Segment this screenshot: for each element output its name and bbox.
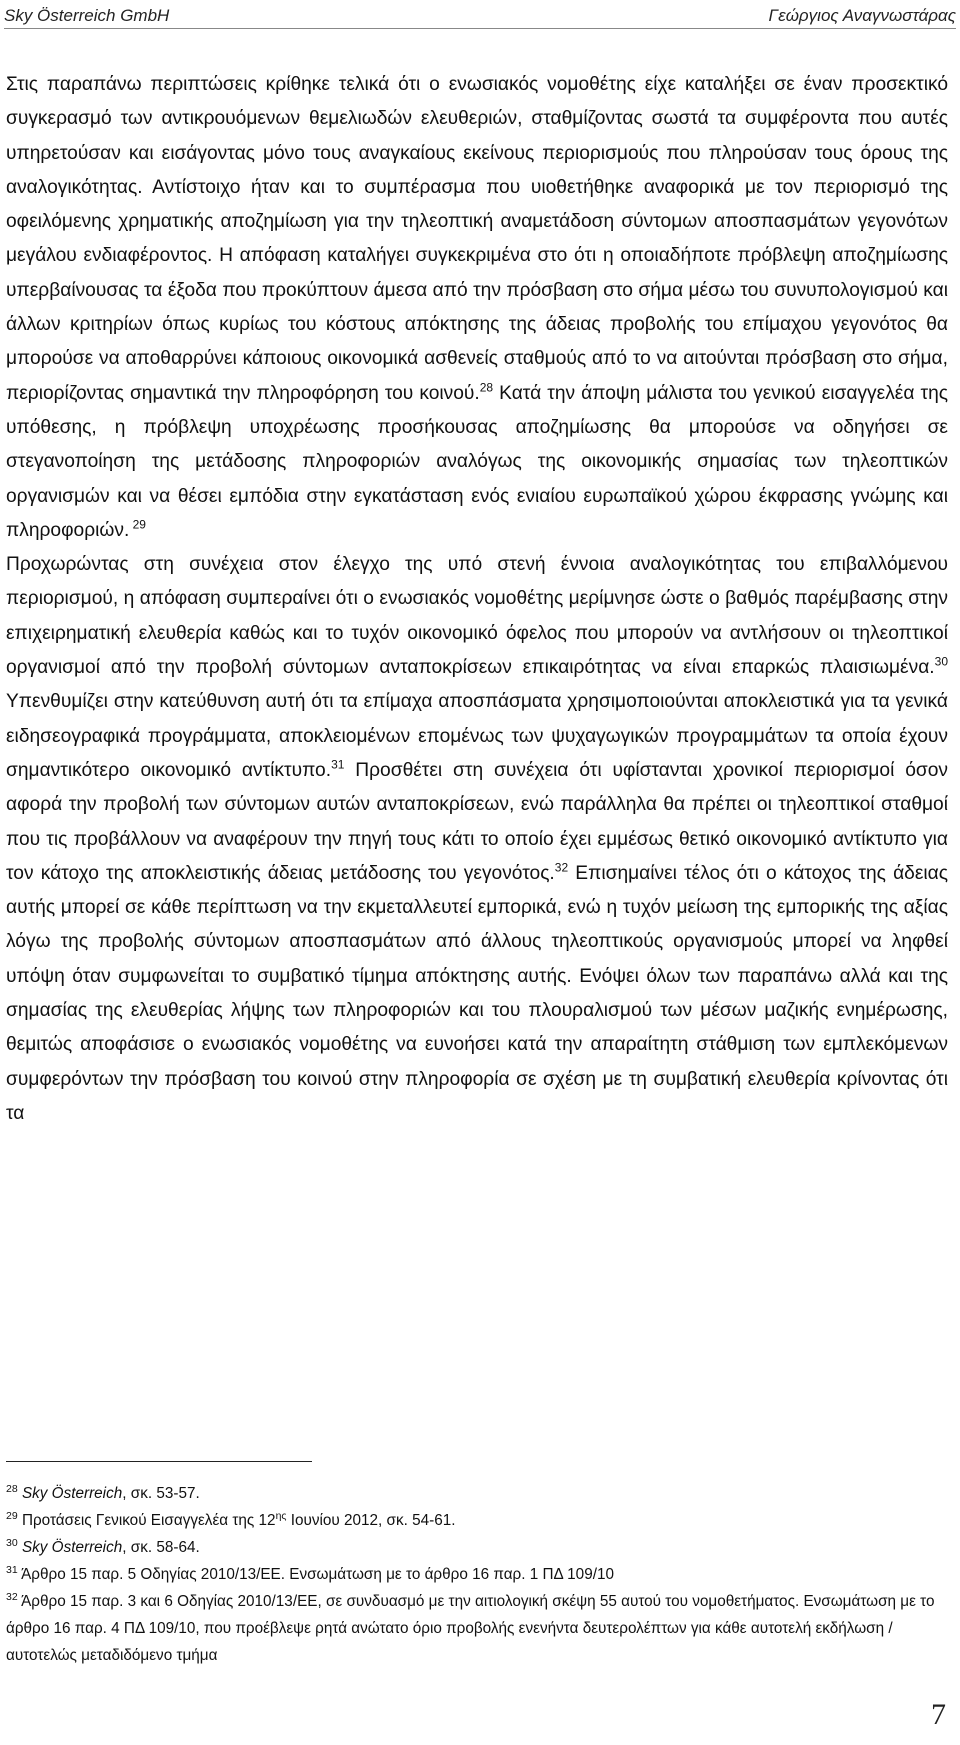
paragraph-1-text-a: Στις παραπάνω περιπτώσεις κρίθηκε τελικά ότι ο ενωσιακός νομοθέτης είχε καταλήξει σε έναν προσεκτικό συγκερασμό των αντικρουόμενων θεμελιωδών ελευθεριών, σταθμίζοντας σωστά τα συμφέροντα που αυτές υπηρετούσαν και εισάγοντας μόνο τους αναγκαίους εκείνους περιορισμούς που πληρούσαν τους όρους της αναλογικότητας. Αντίστοιχο ήταν και το συμπέρασμα που υιοθετήθηκε αναφορικά με τον περιορισμό της οφειλόμενης χρηματικής αποζημίωση για την τηλεοπτική αναμετάδοση σύντομων αποσπασμάτων γεγονότων μεγάλου ενδιαφέροντος. Η απόφαση καταλήγει συγκεκριμένα στο ότι η οποιαδήποτε πρόβλεψη αποζημίωσης υπερβαίνουσας τα έξοδα που προκύπτουν άμεσα από την πρόσβαση στο σήμα μέσω του συνυπολογισμού και άλλων κριτηρίων όπως κυρίως του κόστους απόκτησης της άδειας προβολής του επίμαχου γεγονότος θα μπορούσε να αποθαρρύνει κάποιους οικονομικά ασθενείς σταθμούς από το να αιτούνται πρόσβαση στο σήμα, περιορίζοντας σημαντικά την πληροφόρηση του κοινού. [6,74,948,404]
footnote-text: , σκ. 58-64. [122,1539,200,1556]
header-right: Γεώργιος Αναγνωστάρας [768,6,956,25]
footnote-30 [6,1534,948,1561]
footnote-31 [6,1561,948,1588]
footnote-number: 29 [6,1509,18,1522]
paragraph-2-text-d: Επισημαίνει τέλος ότι ο κάτοχος της άδειας αυτής μπορεί σε κάθε περίπτωση να την εκμεταλλευτεί εμπορικά, ενώ η τυχόν μείωση της εμπορικής της αξίας λόγω της προβολής σύντομων αποσπασμάτων από άλλους τηλεοπτικούς οργανισμούς μπορεί να ληφθεί υπόψη όταν συμφωνείται το συμβατικό τίμημα απόκτησης αυτής. Ενόψει όλων των παραπάνω αλλά και της σημασίας της ελευθερίας λήψης των πληροφοριών και του πλουραλισμού των μέσων μαζικής ενημέρωσης, θεμιτώς αποφάσισε ο ενωσιακός νομοθέτης να ευνοήσει κατά την απαραίτητη στάθμιση των εμπλεκόμενων συμφερόντων την πρόσβαση του κοινού στην πληροφορία σε σχέση με τη συμβατική ελευθερία κρίνοντας ότι τα [6,862,948,1124]
footnote-text: Άρθρο 15 παρ. 5 Οδηγίας 2010/13/ΕΕ. Ενσωμάτωση με το άρθρο 16 παρ. 1 ΠΔ 109/10 [21,1566,614,1583]
footnote-ref-30[interactable]: 30 [934,654,948,669]
paragraph-2-text-a: Προχωρώντας στη συνέχεια στον έλεγχο της υπό στενή έννοια αναλογικότητας του επιβαλλόμενου περιορισμού, η απόφαση συμπεραίνει ότι ο ενωσιακός νομοθέτης μερίμνησε ώστε ο βαθμός παρέμβασης στην επιχειρηματική ελευθερία καθώς και το τυχόν οικονομικό όφελος που μπορούν να αντλήσουν οι τηλεοπτικοί οργανισμοί από την προβολή σύντομων ανταποκρίσεων επικαιρότητας να είναι επαρκώς πλαισιωμένα. [6,554,948,679]
page-number: 7 [931,1698,946,1731]
footnotes [6,1480,948,1669]
footnote-ordinal: ης [275,1509,287,1522]
footnote-case-name: Sky Österreich [21,1539,123,1556]
header-left: Sky Österreich GmbH [4,6,170,25]
paragraph-1 [6,68,948,548]
footnote-number: 31 [6,1563,18,1576]
footnote-ref-32[interactable]: 32 [554,860,569,875]
paragraph-2-text-c: Προσθέτει στη συνέχεια ότι υφίστανται χρονικοί περιορισμοί όσον αφορά την προβολή των σύντομων αυτών ανταποκρίσεων, ενώ παράλληλα θα πρέπει οι τηλεοπτικοί σταθμοί που τις προβάλλουν να αναφέρουν την πηγή τους κάτι το οποίο έχει εμμέσως θετικό οικονομικό αντίκτυπο για τον κάτοχο της αποκλειστικής άδειας μετάδοσης του γεγονότος. [6,759,948,884]
footnote-text: Ιουνίου 2012, σκ. 54-61. [286,1512,456,1529]
footnote-29 [6,1507,948,1534]
paragraph-1-text-b: Κατά την άποψη μάλιστα του γενικού εισαγγελέα της υπόθεσης, η πρόβλεψη υποχρέωσης προσήκουσας αποζημίωσης θα μπορούσε να οδηγήσει σε στεγανοποίηση της μετάδοσης πληροφοριών αναλόγως της οικονομικής σημασίας των τηλεοπτικών οργανισμών και να θέσει εμπόδια στην εγκατάσταση ενός ενιαίου ευρωπαϊκού χώρου έκφρασης γνώμης και πληροφοριών. [6,382,948,541]
footnote-ref-28[interactable]: 28 [479,380,494,395]
footnote-number: 32 [6,1590,18,1603]
footnote-text: , σκ. 53-57. [122,1485,200,1502]
footnote-number: 28 [6,1482,18,1495]
footnote-number: 30 [6,1536,18,1549]
footnote-ref-31[interactable]: 31 [331,757,345,772]
paragraph-2-text-b: Υπενθυμίζει στην κατεύθυνση αυτή ότι τα επίμαχα αποσπάσματα χρησιμοποιούνται αποκλειστικά για τα γενικά ειδησεογραφικά προγράμματα, αποκλειομένων επομένως των ψυχαγωγικών προγραμμάτων τα οποία έχουν σημαντικότερο οικονομικό αντίκτυπο. [6,691,948,781]
paragraph-2 [6,548,948,1131]
footnote-text: Προτάσεις Γενικού Εισαγγελέα της 12 [21,1512,276,1529]
footnote-28 [6,1480,948,1507]
footnote-32 [6,1588,948,1669]
footnote-text: Άρθρο 15 παρ. 3 και 6 Οδηγίας 2010/13/ΕΕ, σε συνδυασμό με την αιτιολογική σκέψη 55 αυτού του νομοθετήματος. Ενσωμάτωση με το άρθρο 16 παρ. 4 ΠΔ 109/10, που προέβλεψε ρητά ανώτατο όριο προβολής ενενήντα δευτερολέπτων για κάθε αυτοτελή εκδήλωση / αυτοτελώς μεταδιδόμενο τμήμα [6,1593,935,1664]
footnote-case-name: Sky Österreich [21,1485,123,1502]
footnote-separator [6,1461,312,1462]
page-header [4,0,956,29]
body-text [6,68,948,1131]
footnote-ref-29[interactable]: 29 [129,517,146,532]
